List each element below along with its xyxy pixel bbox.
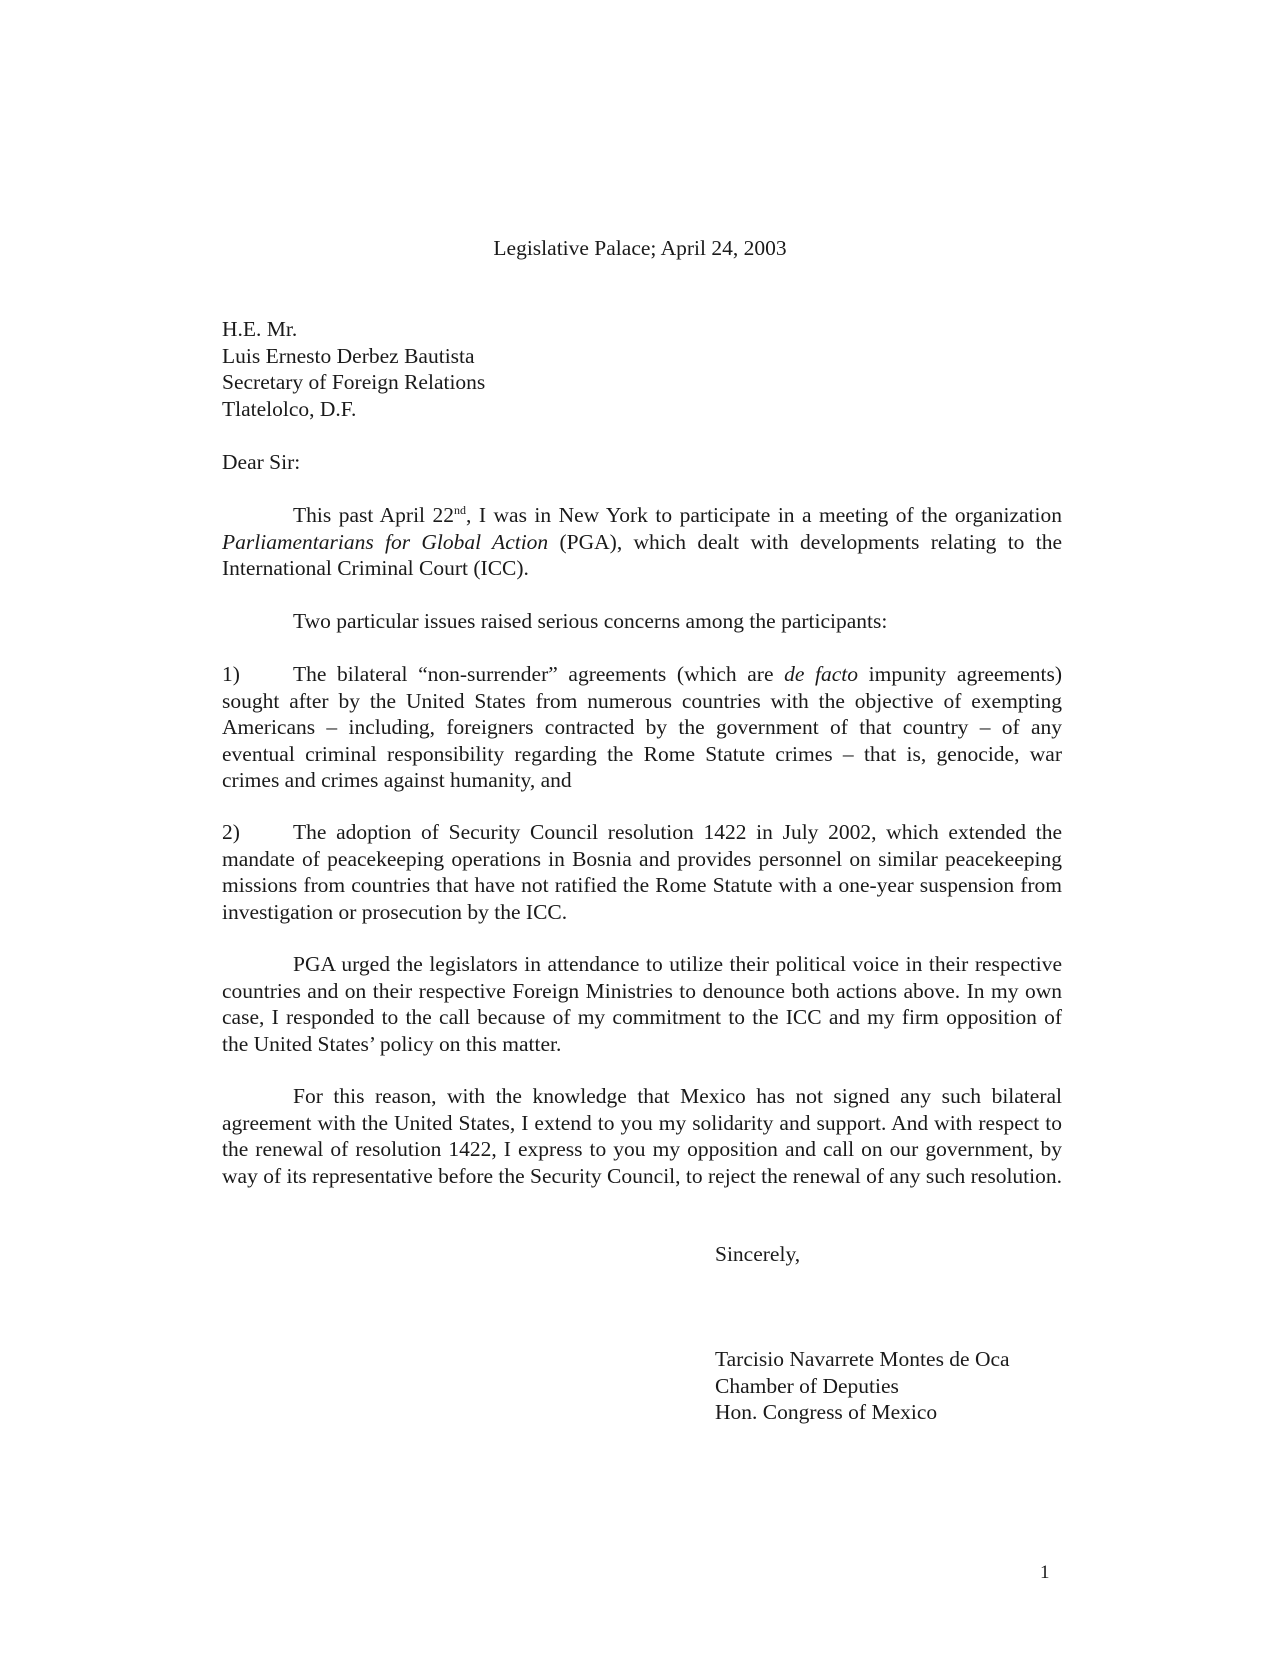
recipient-address	[222, 316, 1062, 422]
recipient-title: Secretary of Foreign Relations	[222, 370, 486, 394]
salutation: Dear Sir:	[222, 450, 301, 474]
recipient-name: Luis Ernesto Derbez Bautista	[222, 343, 475, 368]
item-2-text: The adoption of Security Council resolution 1422 in July 2002, which extended the mandate of peacekeeping operations in Bosnia and provides personnel on similar peacekeeping missions from countries that have not ratified the Rome Statute with a one-year suspension from investigation or prosecution by the ICC.	[222, 820, 1062, 924]
item-1-text-a: The bilateral “non-surrender” agreements (which are	[293, 662, 785, 686]
paragraph-1	[222, 502, 1062, 582]
date-line: Legislative Palace; April 24, 2003	[493, 236, 787, 260]
item-1-label: 1)	[222, 662, 240, 686]
signer-title: Chamber of Deputies	[715, 1373, 899, 1398]
paragraph-6: For this reason, with the knowledge that Mexico has not signed any such bilateral agreement with the United States, I extend to you my solidarity and support. And with respect to the renewal of resolution 1422, I express to you my opposition and call on our government, by way of its representative before the Security Council, to reject the renewal of any such resolution.	[222, 1084, 1063, 1188]
recipient-location: Tlatelolco, D.F.	[222, 396, 357, 421]
recipient-honorific: H.E. Mr.	[222, 317, 298, 341]
paragraph-2: Two particular issues raised serious concerns among the participants:	[293, 609, 888, 633]
signer-body: Hon. Congress of Mexico	[715, 1400, 938, 1424]
paragraph-5: PGA urged the legislators in attendance to utilize their political voice in their respective countries and on their respective Foreign Ministries to denounce both actions above. In my own case, I responded to the call because of my commitment to the ICC and my firm opposition of the United States’ policy on this matter.	[222, 952, 1062, 1056]
p1-text-c: (PGA), which dealt with developments relating to the International Criminal Court (ICC).	[222, 529, 1062, 580]
numbered-item-2	[222, 819, 1062, 925]
p1-text-b: , I was in New York to participate in a meeting of the organization	[466, 503, 1062, 527]
numbered-item-1	[222, 661, 1062, 794]
item-1-italic: de facto	[784, 662, 859, 686]
p1-organization-name: Parliamentarians for Global Action	[222, 529, 549, 554]
signer-name: Tarcisio Navarrete Montes de Oca	[715, 1347, 1010, 1371]
item-2-label: 2)	[222, 820, 240, 844]
closing: Sincerely,	[715, 1242, 801, 1266]
item-1-text-b: impunity agreements) sought after by the United States from numerous countries with the objective of exempting Americans – including, foreigners contracted by the government of that country – of any eventual criminal responsibility regarding the Rome Statute crimes – that is, genocide, war crimes and crimes against humanity, and	[222, 662, 1062, 792]
signature-block	[715, 1346, 1010, 1426]
p1-text-a: This past April 22	[293, 503, 454, 527]
page-number: 1	[1040, 1562, 1050, 1583]
p1-superscript: nd	[454, 502, 466, 517]
